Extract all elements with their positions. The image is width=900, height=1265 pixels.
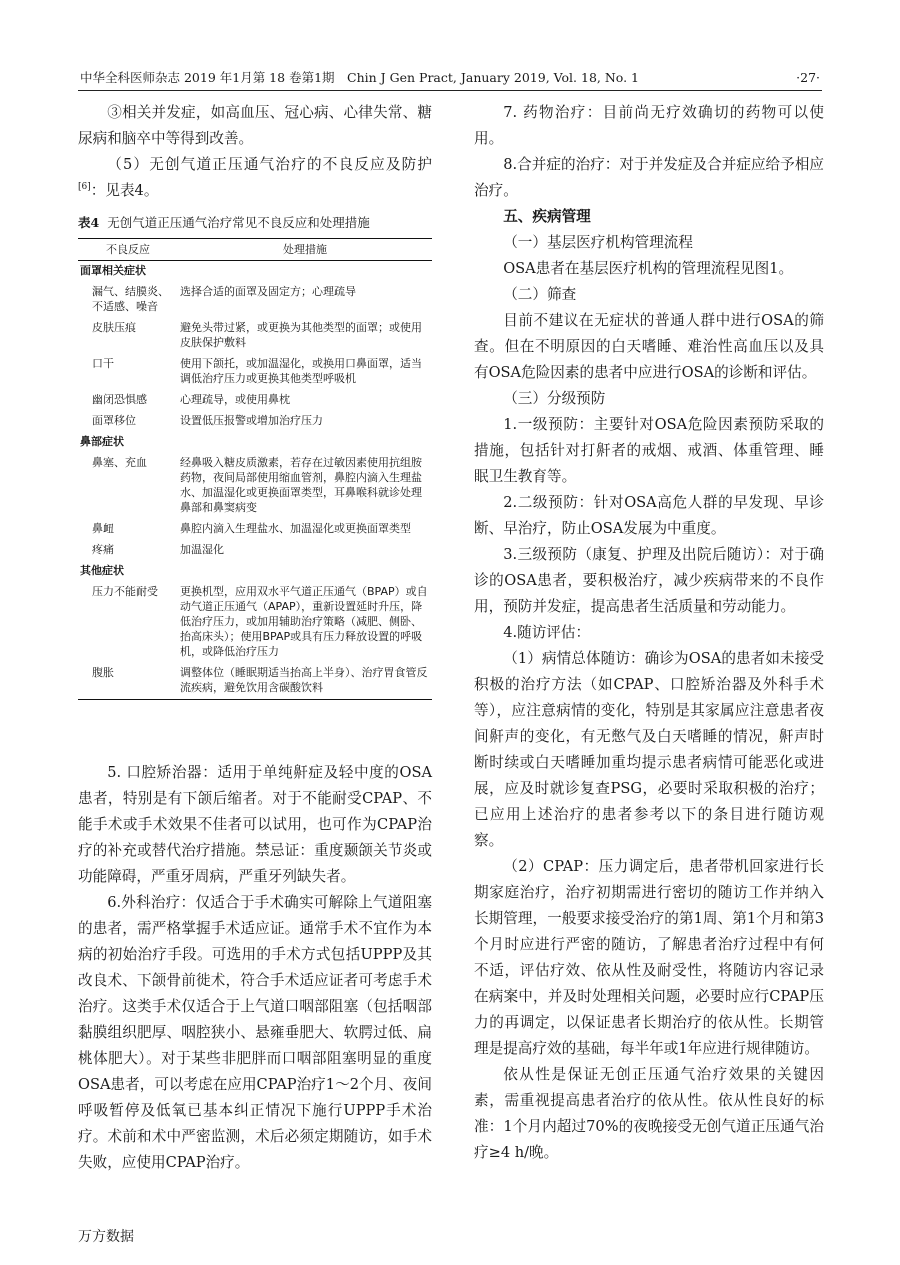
table-cell-reaction: 漏气、结膜炎、不适感、噪音 xyxy=(92,285,169,313)
table-row xyxy=(78,540,432,561)
table-cell-measure: 使用下颌托，或加温湿化，或换用口鼻面罩，适当调低治疗压力或更换其他类型呼吸机 xyxy=(180,357,422,385)
paragraph-complications: ③相关并发症，如高血压、冠心病、心律失常、糖尿病和脑卒中等得到改善。 xyxy=(78,104,432,147)
table-category-row xyxy=(78,561,432,582)
col-header-reaction: 不良反应 xyxy=(78,239,178,261)
table-cell-reaction: 口干 xyxy=(92,357,114,370)
table-cell-measure: 加温湿化 xyxy=(180,543,224,556)
paragraph-screening: 目前不建议在无症状的普通人群中进行OSA的筛查。但在不明原因的白天嗜睡、难治性高血压以及具有OSA危险因素的患者中应进行OSA的诊断和评估。 xyxy=(474,312,824,381)
table-cell-measure: 鼻腔内滴入生理盐水、加温湿化或更换面罩类型 xyxy=(180,522,411,535)
left-column xyxy=(78,100,432,1176)
page-number: ·27· xyxy=(796,70,820,85)
paragraph-adverse-heading: （5）无创气道正压通气治疗的不良反应及防护[6]：见表4。 xyxy=(78,156,432,199)
subheading-primary-care: （一）基层医疗机构管理流程 xyxy=(503,234,693,251)
paragraph-followup-overall: （1）病情总体随访：确诊为OSA的患者如未接受积极的治疗方法（如CPAP、口腔矫治器及外科手术等），应注意病情的变化，特别是其家属应注意患者夜间鼾声的变化，有无憋气及白天嗜睡的情况，鼾声时断时续或白天嗜睡加重均提示患者病情可能恶化或进展，应及时就诊复查PSG，必要时采取积极的治疗；已应用上述治疗的患者参考以下的条目进行随访观察。 xyxy=(474,650,824,849)
table-cell-measure: 经鼻吸入糖皮质激素，若存在过敏因素使用抗组胺药物，夜间局部使用缩血管剂，鼻腔内滴入生理盐水、加温湿化或更换面罩类型，耳鼻喉科就诊处理鼻部和鼻窦病变 xyxy=(180,456,422,514)
subheading-followup: 4.随访评估： xyxy=(503,624,591,641)
paragraph-surgery: 6.外科治疗：仅适合于手术确实可解除上气道阻塞的患者，需严格掌握手术适应证。通常手术不宜作为本病的初始治疗手段。可选用的手术方式包括UPPP及其改良术、下颌骨前徙术，符合手术适应证者可考虑手术治疗。这类手术仅适合于上气道口咽部阻塞（包括咽部黏膜组织肥厚、咽腔狭小、悬雍垂肥大、软腭过低、扁桃体肥大）。对于某些非肥胖而口咽部阻塞明显的重度OSA患者，可以考虑在应用CPAP治疗1～2个月、夜间呼吸暂停及低氧已基本纠正情况下施行UPPP手术治疗。术前和术中严密监测，术后必须定期随访，如手术失败，应使用CPAP治疗。 xyxy=(78,894,432,1171)
table-cell-reaction: 鼻塞、充血 xyxy=(92,456,147,469)
table-row xyxy=(78,354,432,390)
table-cell-reaction: 鼻衄 xyxy=(92,522,114,535)
journal-citation: 中华全科医师杂志 2019 年1月第 18 卷第1期 Chin J Gen Pract, January 2019, Vol. 18, No. 1 xyxy=(80,70,639,85)
table-cell-reaction: 腹胀 xyxy=(78,663,178,700)
table-cell-measure: 调整体位（睡眠期适当抬高上半身）、治疗胃食管反流疾病，避免饮用含碳酸饮料 xyxy=(178,663,432,700)
table-row xyxy=(78,519,432,540)
paragraph-comorbidity: 8.合并症的治疗：对于并发症及合并症应给予相应治疗。 xyxy=(474,156,824,199)
header-rule xyxy=(78,90,822,91)
table-row xyxy=(78,453,432,519)
table-category-label: 鼻部症状 xyxy=(80,435,124,448)
table-category-row xyxy=(78,261,432,283)
table-cell-measure: 设置低压报警或增加治疗压力 xyxy=(180,414,323,427)
table-cell-measure: 选择合适的面罩及固定方；心理疏导 xyxy=(180,285,356,298)
running-header xyxy=(80,66,820,90)
table-caption xyxy=(78,214,432,232)
col-header-measures: 处理措施 xyxy=(178,239,432,261)
paragraph-primary-prevention: 1.一级预防：主要针对OSA危险因素预防采取的措施，包括针对打鼾者的戒烟、戒酒、体重管理、睡眠卫生教育等。 xyxy=(474,416,824,485)
paragraph-drug: 7. 药物治疗：目前尚无疗效确切的药物可以使用。 xyxy=(474,104,824,147)
table-cell-reaction: 压力不能耐受 xyxy=(92,585,158,598)
table-row xyxy=(78,582,432,663)
table-row xyxy=(78,663,432,700)
section-heading-management: 五、疾病管理 xyxy=(503,208,591,225)
citation-ref: [6] xyxy=(78,182,91,193)
table-cell-measure: 心理疏导，或使用鼻枕 xyxy=(180,393,290,406)
table-row xyxy=(78,318,432,354)
watermark-text: 万方数据 xyxy=(78,1229,134,1245)
paragraph-tertiary-prevention: 3.三级预防（康复、护理及出院后随访）：对于确诊的OSA患者，要积极治疗，减少疾病带来的不良作用，预防并发症，提高患者生活质量和劳动能力。 xyxy=(474,546,824,615)
table-number: 表4 xyxy=(78,215,100,230)
paragraph-primary-care: OSA患者在基层医疗机构的管理流程见图1。 xyxy=(503,260,794,277)
table-cell-measure: 更换机型，应用双水平气道正压通气（BPAP）或自动气道正压通气（APAP），重新设置延时升压，降低治疗压力，或加用辅助治疗策略（减肥、侧卧、抬高床头）；使用BPAP或具有压力释放设置的呼吸机，或降低治疗压力 xyxy=(180,585,428,658)
table-category-label: 面罩相关症状 xyxy=(80,264,146,277)
adverse-reaction-table xyxy=(78,238,432,700)
right-column xyxy=(474,100,824,1166)
paragraph-secondary-prevention: 2.二级预防：针对OSA高危人群的早发现、早诊断、早治疗，防止OSA发展为中重度。 xyxy=(474,494,824,537)
table-category-label: 其他症状 xyxy=(80,564,124,577)
table-row xyxy=(78,390,432,411)
paragraph-oral-appliance: 5. 口腔矫治器：适用于单纯鼾症及轻中度的OSA患者，特别是有下颌后缩者。对于不能耐受CPAP、不能手术或手术效果不佳者可以试用，也可作为CPAP治疗的补充或替代治疗措施。禁忌证：重度颞颌关节炎或功能障碍，严重牙周病，严重牙列缺失者。 xyxy=(78,764,432,885)
subheading-screening: （二）筛查 xyxy=(503,286,577,303)
paragraph-followup-cpap: （2）CPAP：压力调定后，患者带机回家进行长期家庭治疗，治疗初期需进行密切的随访工作并纳入长期管理，一般要求接受治疗的第1周、第1个月和第3个月时应进行严密的随访，了解患者治疗过程中有何不适，评估疗效、依从性及耐受性，将随访内容记录在病案中，并及时处理相关问题，必要时应行CPAP压力的再调定，以保证患者长期治疗的依从性。长期管理是提高疗效的基础，每半年或1年应进行规律随访。 xyxy=(474,858,824,1057)
table-row xyxy=(78,282,432,318)
table-cell-measure: 避免头带过紧，或更换为其他类型的面罩；或使用皮肤保护敷料 xyxy=(180,321,422,349)
table-title: 无创气道正压通气治疗常见不良反应和处理措施 xyxy=(107,215,370,230)
paragraph-compliance: 依从性是保证无创正压通气治疗效果的关键因素，需重视提高患者治疗的依从性。依从性良好的标准：1个月内超过70%的夜晚接受无创气道正压通气治疗≥4 h/晚。 xyxy=(474,1066,824,1161)
subheading-prevention: （三）分级预防 xyxy=(503,390,606,407)
table-row xyxy=(78,411,432,432)
table-category-row xyxy=(78,432,432,453)
table-cell-reaction: 疼痛 xyxy=(92,543,114,556)
table-cell-reaction: 幽闭恐惧感 xyxy=(92,393,147,406)
table-cell-reaction: 面罩移位 xyxy=(92,414,136,427)
table-cell-reaction: 皮肤压痕 xyxy=(92,321,136,334)
